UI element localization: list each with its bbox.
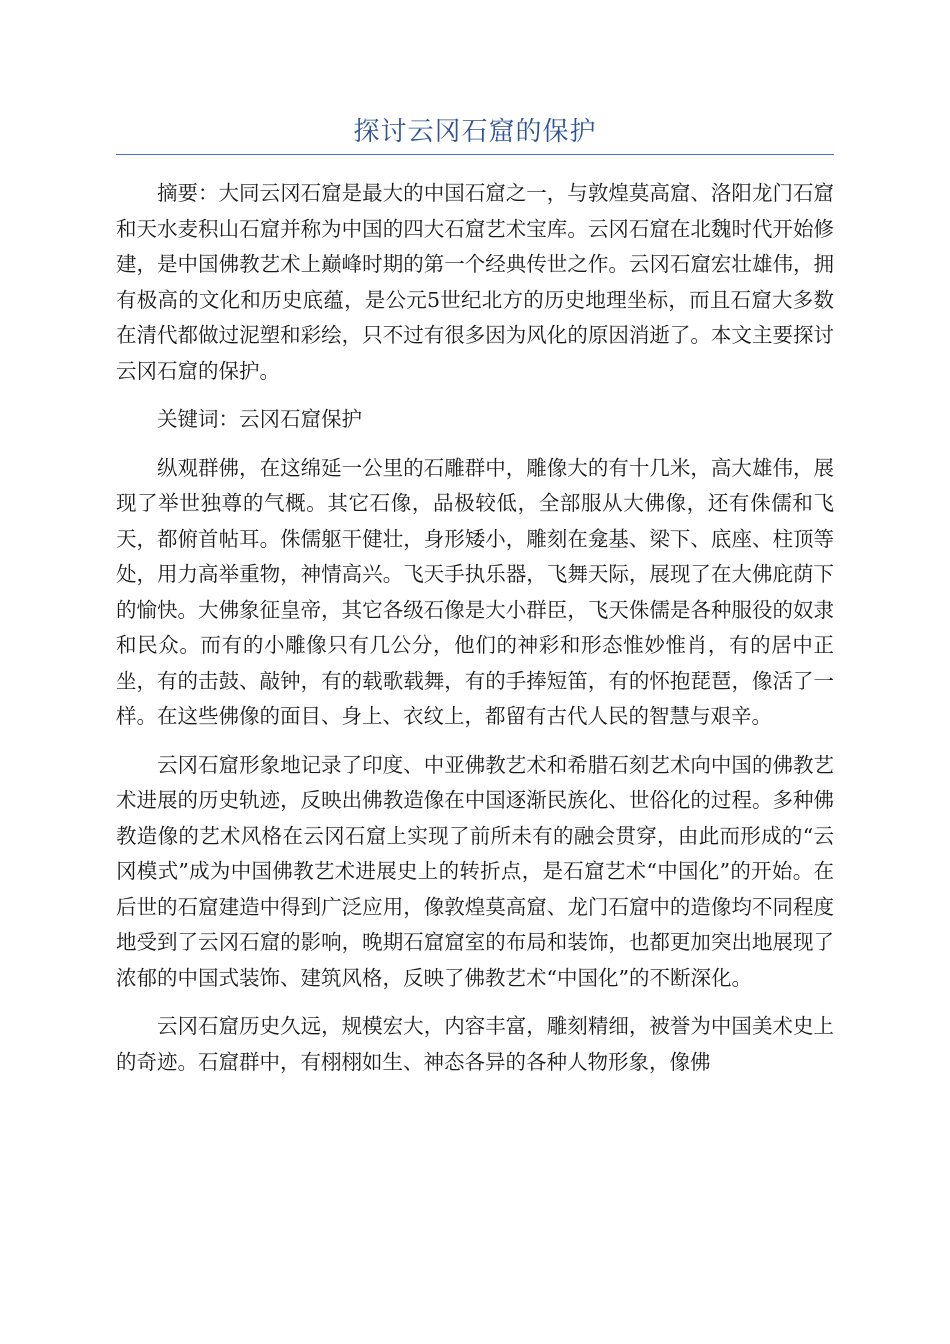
title-underline-divider bbox=[116, 154, 834, 155]
keywords-paragraph: 关键词：云冈石窟保护 bbox=[157, 407, 362, 431]
body-paragraph: 纵观群佛，在这绵延一公里的石雕群中，雕像大的有十几米，高大雄伟，展现了举世独尊的气概。其它石像，品极较低，全部服从大佛像，还有侏儒和飞天，都俯首帖耳。侏儒躯干健壮，身形矮小，雕刻在龛基、梁下、底座、柱顶等处，用力高举重物，神情高兴。飞天手执乐器，飞舞天际，展现了在大佛庇荫下的愉快。大佛象征皇帝，其它各级石像是大小群臣，飞天侏儒是各种服役的奴隶和民众。而有的小雕像只有几公分，他们的神彩和形态惟妙惟肖，有的居中正坐，有的击鼓、敲钟，有的载歌载舞，有的手捧短笛，有的怀抱琵琶，像活了一样。在这些佛像的面目、身上、衣纹上，都留有古代人民的智慧与艰辛。 bbox=[116, 455, 834, 728]
document-title: 探讨云冈石窟的保护 bbox=[353, 117, 597, 147]
document-body bbox=[116, 176, 834, 1093]
abstract-paragraph: 摘要：大同云冈石窟是最大的中国石窟之一，与敦煌莫高窟、洛阳龙门石窟和天水麦积山石窟并称为中国的四大石窟艺术宝库。云冈石窟在北魏时代开始修建，是中国佛教艺术上巅峰时期的第一个经典传世之作。云冈石窟宏壮雄伟，拥有极高的文化和历史底蕴，是公元5世纪北方的历史地理坐标，而且石窟大多数在清代都做过泥塑和彩绘，只不过有很多因为风化的原因消逝了。本文主要探讨云冈石窟的保护。 bbox=[116, 181, 834, 383]
body-paragraph: 云冈石窟历史久远，规模宏大，内容丰富，雕刻精细，被誉为中国美术史上的奇迹。石窟群中，有栩栩如生、神态各异的各种人物形象，像佛 bbox=[116, 1014, 834, 1074]
body-paragraph: 云冈石窟形象地记录了印度、中亚佛教艺术和希腊石刻艺术向中国的佛教艺术进展的历史轨迹，反映出佛教造像在中国逐渐民族化、世俗化的过程。多种佛教造像的艺术风格在云冈石窟上实现了前所未有的融会贯穿，由此而形成的“云冈模式”成为中国佛教艺术进展史上的转折点，是石窟艺术“中国化”的开始。在后世的石窟建造中得到广泛应用，像敦煌莫高窟、龙门石窟中的造像均不同程度地受到了云冈石窟的影响，晚期石窟窟室的布局和装饰，也都更加突出地展现了浓郁的中国式装饰、建筑风格，反映了佛教艺术“中国化”的不断深化。 bbox=[116, 752, 834, 990]
